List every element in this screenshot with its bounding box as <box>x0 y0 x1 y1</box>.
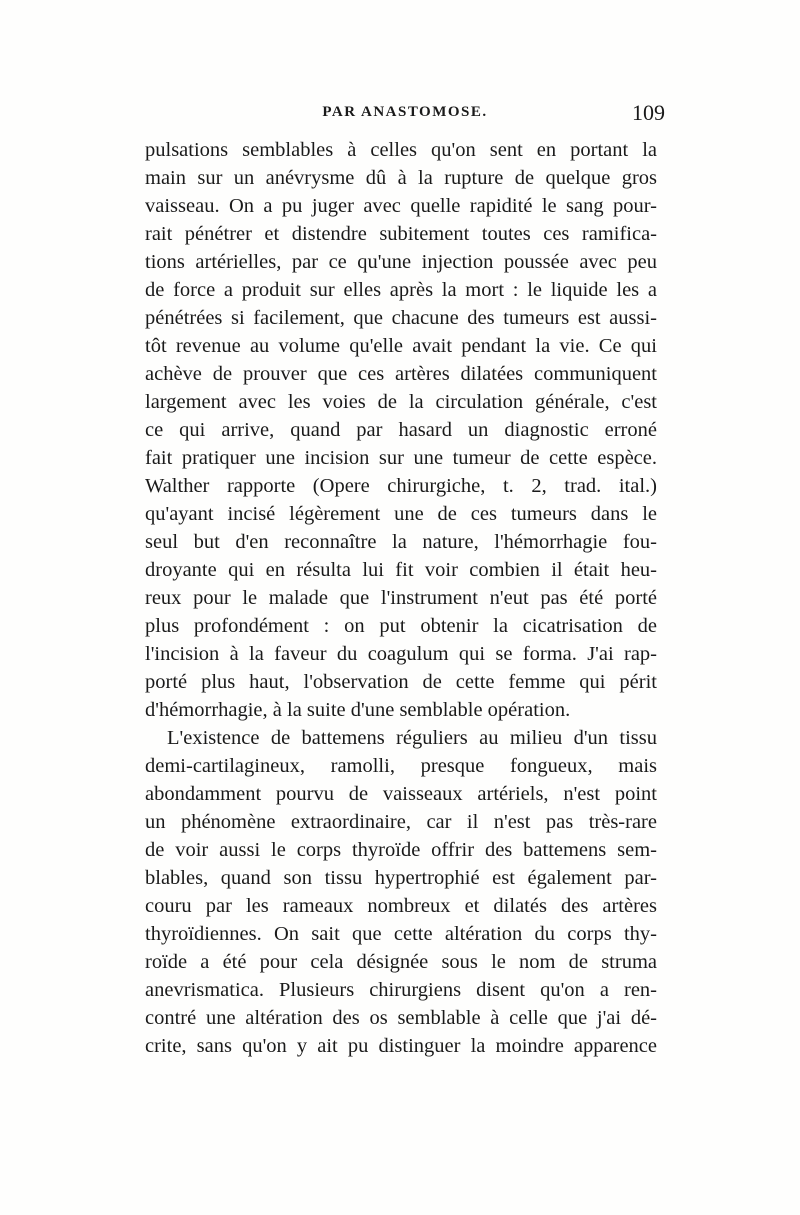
text-line: seul but d'en reconnaître la nature, l'hémorrhagie fou- <box>145 531 657 553</box>
text-line: anevrismatica. Plusieurs chirurgiens disent qu'on a ren- <box>145 979 657 1001</box>
text-line: reux pour le malade que l'instrument n'eut pas été porté <box>145 587 657 609</box>
running-title: PAR ANASTOMOSE. <box>322 104 488 120</box>
text-line: pénétrées si facilement, que chacune des tumeurs est aussi- <box>145 307 657 329</box>
text-line: tions artérielles, par ce qu'une injection poussée avec peu <box>145 251 657 273</box>
text-line: fait pratiquer une incision sur une tumeur de cette espèce. <box>145 447 657 469</box>
text-line: rait pénétrer et distendre subitement toutes ces ramifica- <box>145 223 657 245</box>
text-line: tôt revenue au volume qu'elle avait pendant la vie. Ce qui <box>145 335 657 357</box>
text-line: largement avec les voies de la circulation générale, c'est <box>145 391 657 413</box>
text-line: Walther rapporte (Opere chirurgiche, t. 2, trad. ital.) <box>145 475 657 497</box>
text-line: achève de prouver que ces artères dilatées communiquent <box>145 363 657 385</box>
text-line: porté plus haut, l'observation de cette femme qui périt <box>145 671 657 693</box>
text-line: plus profondément : on put obtenir la cicatrisation de <box>145 615 657 637</box>
text-line: pulsations semblables à celles qu'on sent en portant la <box>145 139 657 161</box>
text-line: d'hémorrhagie, à la suite d'une semblable opération. <box>145 699 571 721</box>
text-line: demi-cartilagineux, ramolli, presque fongueux, mais <box>145 755 657 777</box>
text-line: thyroïdiennes. On sait que cette altération du corps thy- <box>145 923 657 945</box>
text-line: crite, sans qu'on y ait pu distinguer la moindre apparence <box>145 1035 657 1057</box>
text-line: abondamment pourvu de vaisseaux artériels, n'est point <box>145 783 657 805</box>
text-line: roïde a été pour cela désignée sous le nom de struma <box>145 951 657 973</box>
text-line: vaisseau. On a pu juger avec quelle rapidité le sang pour- <box>145 195 657 217</box>
text-line: qu'ayant incisé légèrement une de ces tumeurs dans le <box>145 503 657 525</box>
text-line: couru par les rameaux nombreux et dilatés des artères <box>145 895 657 917</box>
text-line: de force a produit sur elles après la mort : le liquide les a <box>145 279 657 301</box>
running-head <box>145 100 665 132</box>
text-line: contré une altération des os semblable à celle que j'ai dé- <box>145 1007 657 1029</box>
text-line: L'existence de battemens réguliers au milieu d'un tissu <box>167 727 657 749</box>
text-line: un phénomène extraordinaire, car il n'est pas très-rare <box>145 811 657 833</box>
page-number: 109 <box>632 100 665 125</box>
text-line: ce qui arrive, quand par hasard un diagnostic erroné <box>145 419 657 441</box>
text-line: blables, quand son tissu hypertrophié est également par- <box>145 867 657 889</box>
text-line: l'incision à la faveur du coagulum qui se forma. J'ai rap- <box>145 643 657 665</box>
body-text <box>145 136 657 1060</box>
text-line: droyante qui en résulta lui fit voir combien il était heu- <box>145 559 657 581</box>
text-line: de voir aussi le corps thyroïde offrir des battemens sem- <box>145 839 657 861</box>
text-line: main sur un anévrysme dû à la rupture de quelque gros <box>145 167 657 189</box>
